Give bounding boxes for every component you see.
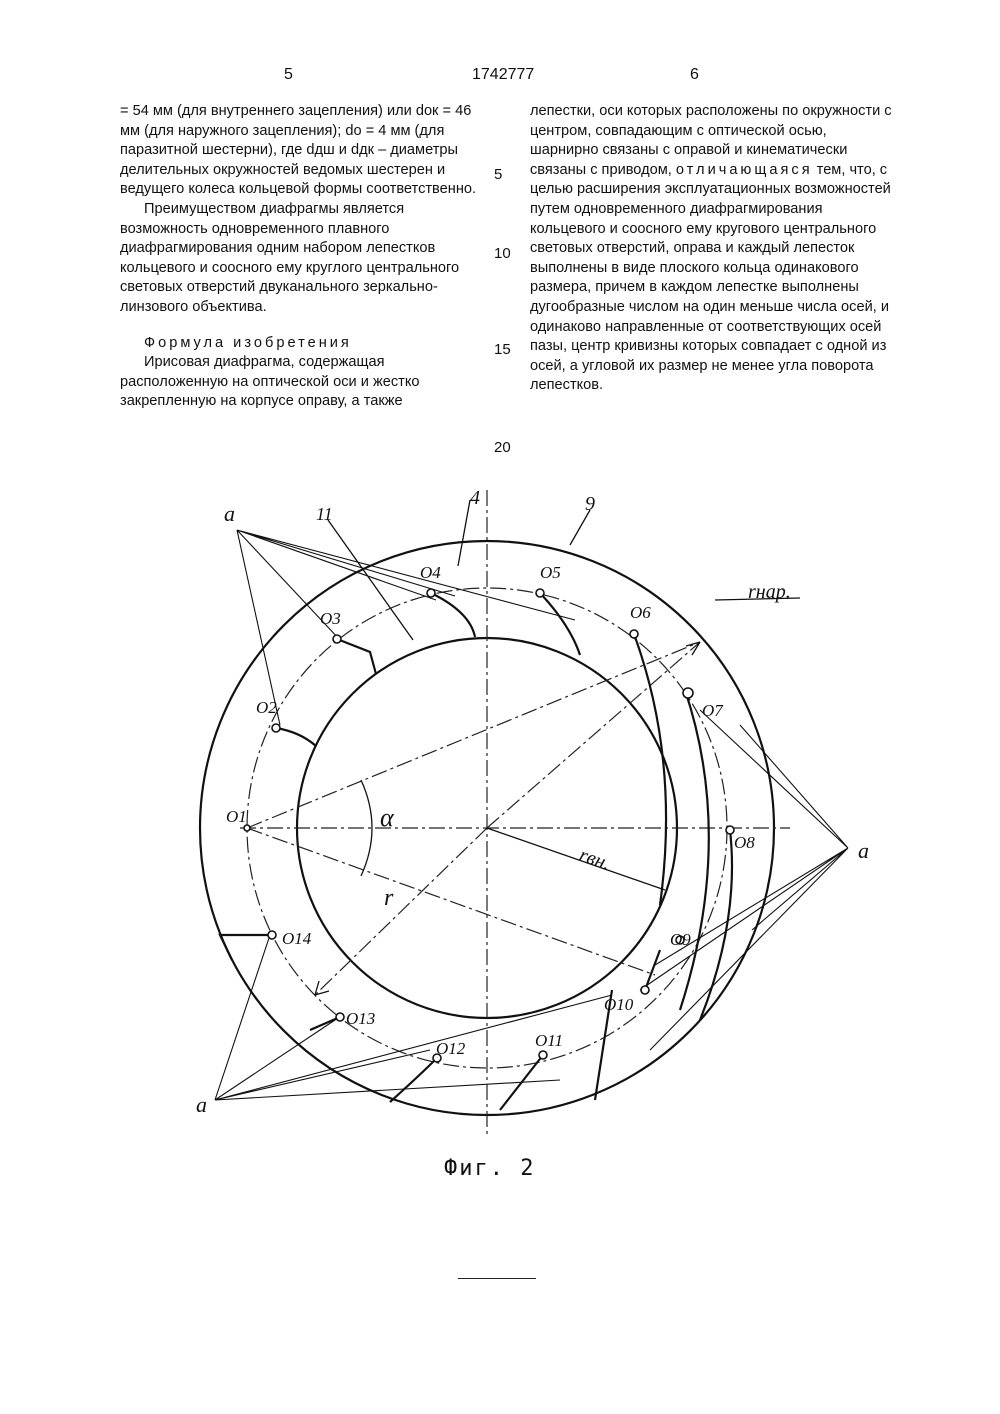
slot-o8	[700, 830, 732, 1020]
label-o4: O4	[420, 563, 441, 582]
axis-o8-dot	[726, 826, 734, 834]
label-r-inner: rвн.	[576, 843, 614, 875]
axis-o6-dot	[630, 630, 638, 638]
claim-text-a: лепестки, оси которых расположены по окружности с центром, совпадающим с оптической осью, шарнирно связаны с оправой и кинематически связаны с приводом,	[530, 103, 892, 178]
ref-a-bottom: a	[196, 1092, 207, 1117]
page-number-left: 5	[284, 66, 293, 83]
axis-o14-dot	[268, 931, 276, 939]
slot-o12	[390, 1058, 437, 1102]
slot-o14	[220, 935, 272, 960]
ref-9: 9	[585, 493, 595, 515]
page-number-right: 6	[690, 66, 699, 83]
label-o14: O14	[282, 929, 312, 948]
label-o11: O11	[535, 1031, 564, 1050]
label-o7: O7	[702, 701, 723, 720]
label-o5: O5	[540, 563, 561, 582]
axis-o13-dot	[336, 1013, 344, 1021]
label-o1: O1	[226, 807, 247, 826]
label-o2: O2	[256, 698, 277, 717]
label-o12: O12	[436, 1039, 466, 1058]
leader-9	[570, 510, 590, 545]
axis-o3-dot	[333, 635, 341, 643]
axis-o5-dot	[536, 589, 544, 597]
slot-o11	[500, 1055, 543, 1110]
slot-o5	[540, 593, 580, 655]
line-number-5: 5	[494, 166, 503, 183]
figure-caption: Фиг. 2	[444, 1156, 536, 1181]
label-o3: O3	[320, 609, 341, 628]
label-o10: O10	[604, 995, 634, 1014]
slot-o13	[310, 1017, 340, 1030]
a-lines-top	[237, 530, 575, 725]
slot-o7	[680, 690, 709, 1010]
slot-o3	[337, 639, 376, 674]
line-number-10: 10	[494, 245, 511, 262]
claims-heading: Формула изобретения	[144, 334, 352, 351]
ref-4: 4	[470, 487, 480, 509]
left-paragraph-2: Преимуществом диафрагмы является возможность одновременного плавного диафрагмирования одним набором лепестков кольцевого и соосного ему круглого центрального световых отверстий двуканального зеркально-линзового объектива.	[120, 200, 460, 315]
ref-a-top: a	[224, 501, 235, 526]
label-alpha: α	[380, 803, 394, 832]
slot-o6	[634, 634, 666, 905]
axis-o4-dot	[427, 589, 435, 597]
axis-o11-dot	[539, 1051, 547, 1059]
leader-4	[458, 500, 470, 566]
a-lines-bottom	[215, 935, 612, 1100]
footer-rule	[458, 1278, 536, 1279]
label-o8: O8	[734, 833, 755, 852]
o1-upper-line	[247, 642, 700, 828]
claim-characterizing-word: отличающаяся	[675, 161, 813, 178]
a-lines-right	[640, 710, 848, 1050]
slot-o4	[431, 593, 475, 637]
patent-number: 1742777	[472, 66, 535, 83]
radius-inner-line	[487, 828, 665, 890]
radius-r-line	[315, 828, 487, 995]
ref-a-right: a	[858, 838, 869, 863]
axis-o10-dot	[641, 986, 649, 994]
line-number-20: 20	[494, 439, 511, 456]
slot-o9	[645, 950, 660, 990]
left-paragraph-3: Ирисовая диафрагма, содержащая расположенную на оптической оси и жестко закрепленную на корпусе оправу, а также	[120, 354, 420, 410]
line-number-15: 15	[494, 341, 511, 358]
label-r: r	[384, 885, 394, 911]
left-paragraph-1: = 54 мм (для внутреннего зацепления) или dок = 46 мм (для наружного зацепления); dо = 4 мм (для паразитной шестерни), где dдш и dдк – диаметры делительных окружностей ведомых шестерен и ведущего колеса кольцевой формы соответственно.	[120, 103, 477, 198]
label-o9: O9	[670, 930, 691, 949]
label-o6: O6	[630, 603, 651, 622]
claim-text-b: тем, что, с целью расширения эксплуатационных возможностей путем одновременного диафрагмирования кольцевого и соосного ему кругового центрального световых отверстий, оправа и каждый лепесток выполнены в виде плоского кольца одинакового размера, причем в каждом лепестке выполнены дугообразные числом на один меньше числа осей, и одинаково направленные от соответствующих осей пазы, центр кривизны которых совпадает с одной из осей, а угловой их размер не менее угла поворота лепестков.	[530, 161, 891, 394]
axis-o2-dot	[272, 724, 280, 732]
axis-o7-dot	[683, 688, 693, 698]
slot-o2	[276, 728, 316, 746]
label-o13: O13	[346, 1009, 376, 1028]
ref-11: 11	[316, 504, 333, 524]
label-r-outer: rнар.	[748, 581, 791, 603]
